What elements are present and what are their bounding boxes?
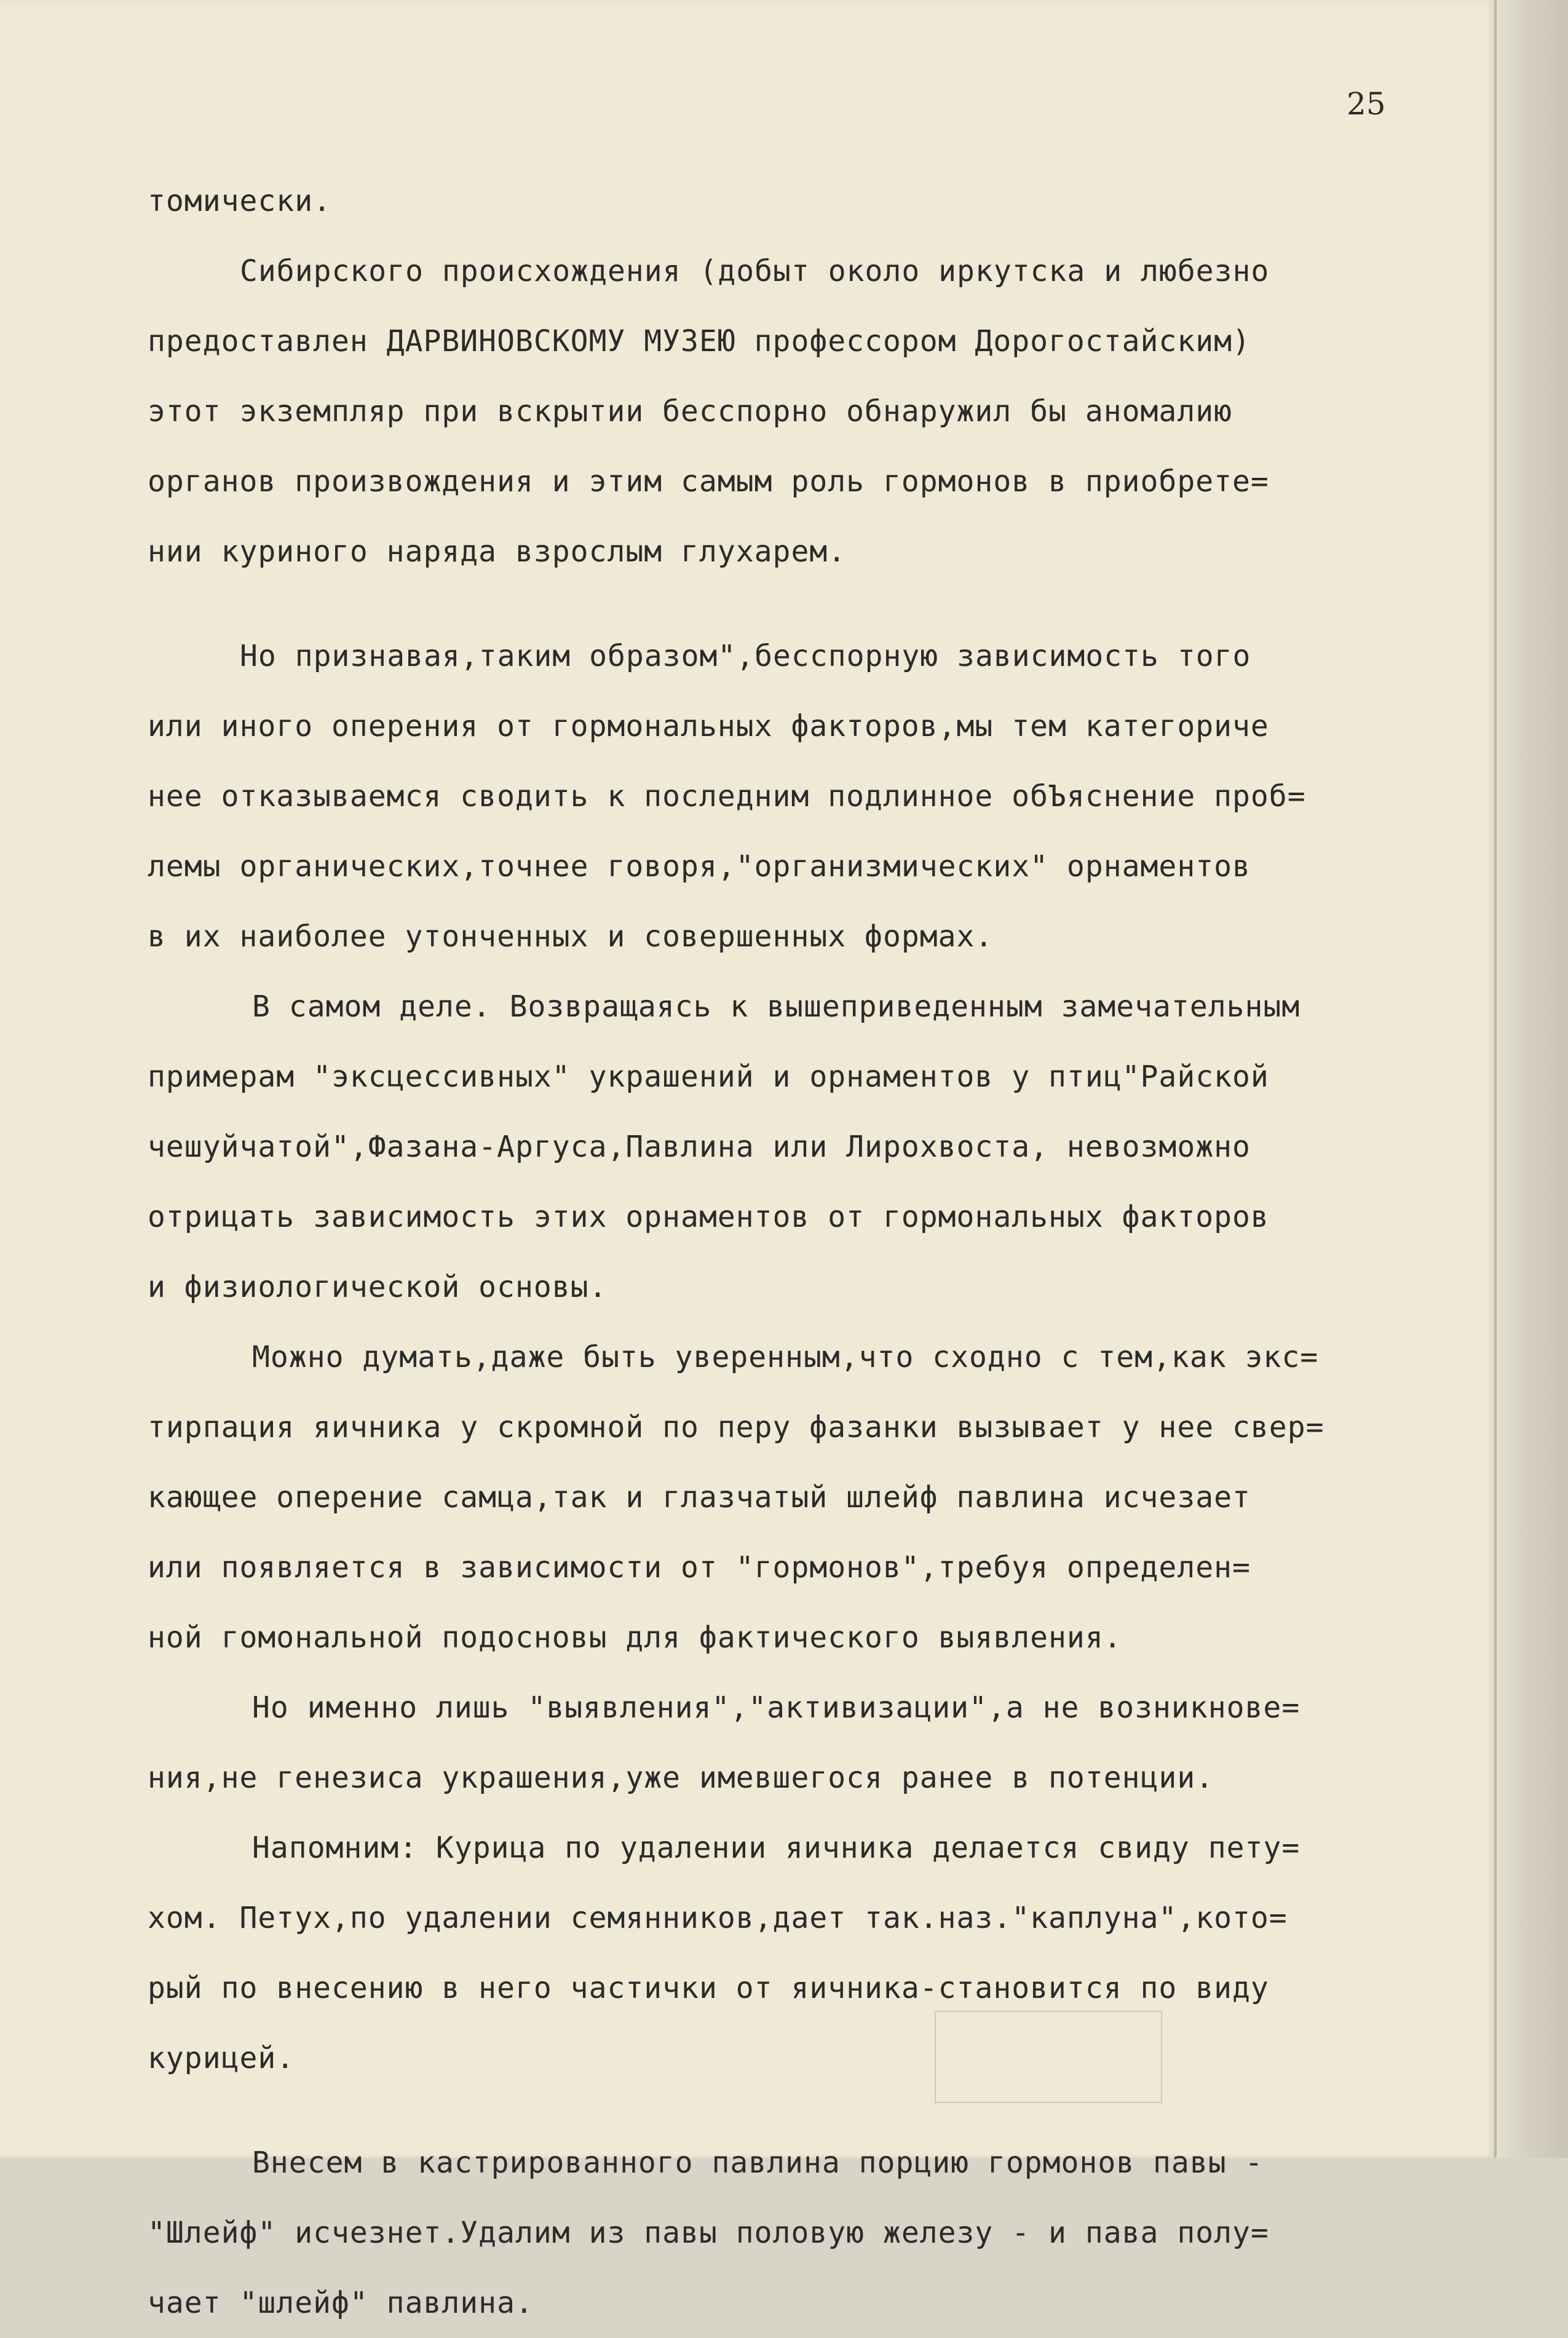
paragraph-gap	[148, 587, 1470, 621]
typed-text-body	[148, 166, 1470, 2338]
text-line: Внесем в кастрированного павлина порцию гормонов павы -	[252, 2146, 1264, 2180]
text-line: лемы органических,точнее говоря,"организмических" орнаментов	[148, 849, 1251, 884]
faded-archive-stamp	[935, 2011, 1162, 2103]
text-line: ной гомональной подосновы для фактического выявления.	[148, 1620, 1122, 1655]
text-line: Можно думать,даже быть уверенным,что сходно с тем,как экс=	[252, 1340, 1319, 1374]
text-line: нее отказываемся сводить к последним подлинное обЪяснение проб=	[148, 779, 1306, 814]
text-line: Но именно лишь "выявления","активизации",а не возникнове=	[252, 1690, 1301, 1725]
text-line: Но признавая,таким образом",бесспорную зависимость того	[240, 639, 1251, 673]
text-line: томически.	[148, 184, 331, 218]
text-line: курицей.	[148, 2041, 295, 2075]
text-line: и физиологической основы.	[148, 1270, 608, 1304]
text-line: нии куриного наряда взрослым глухарем.	[148, 534, 847, 569]
text-line: органов произвождения и этим самым роль гормонов в приобрете=	[148, 464, 1269, 499]
text-line: или иного оперения от гормональных факторов,мы тем категориче	[148, 709, 1269, 743]
text-line: примерам "эксцессивных" украшений и орнаментов у птиц"Райской	[148, 1060, 1269, 1094]
text-line: тирпация яичника у скромной по перу фазанки вызывает у нее свер=	[148, 1410, 1324, 1444]
text-line: в их наиболее утонченных и совершенных формах.	[148, 919, 994, 954]
text-line: "Шлейф" исчезнет.Удалим из павы половую железу - и пава полу=	[148, 2216, 1269, 2250]
text-line: В самом деле. Возвращаясь к вышеприведенным замечательным	[252, 989, 1301, 1024]
text-line: или появляется в зависимости от "гормонов",требуя определен=	[148, 1550, 1251, 1585]
page-number: 25	[1347, 86, 1386, 122]
paragraph-gap	[148, 2093, 1470, 2128]
text-line: кающее оперение самца,так и глазчатый шлейф павлина исчезает	[148, 1480, 1251, 1515]
text-line: хом. Петух,по удалении семянников,дает так.наз."каплуна",кото=	[148, 1901, 1288, 1935]
page-edge-strip	[1494, 0, 1568, 2158]
text-line: рый по внесению в него частички от яичника-становится по виду	[148, 1971, 1269, 2005]
text-line: Сибирского происхождения (добыт около иркутска и любезно	[240, 254, 1270, 288]
text-line: Напомним: Курица по удалении яичника делается свиду пету=	[252, 1831, 1301, 1865]
text-line: предоставлен ДАРВИНОВСКОМУ МУЗЕЮ профессором Дорогостайским)	[148, 324, 1251, 359]
text-line: отрицать зависимость этих орнаментов от гормональных факторов	[148, 1200, 1269, 1234]
text-line: этот экземпляр при вскрытии бесспорно обнаружил бы аномалию	[148, 394, 1233, 429]
text-line: чает "шлейф" павлина.	[148, 2286, 534, 2320]
text-line: чешуйчатой",Фазана-Аргуса,Павлина или Лирохвоста, невозможно	[148, 1130, 1251, 1164]
text-line: ния,не генезиса украшения,уже имевшегося ранее в потенции.	[148, 1761, 1214, 1795]
